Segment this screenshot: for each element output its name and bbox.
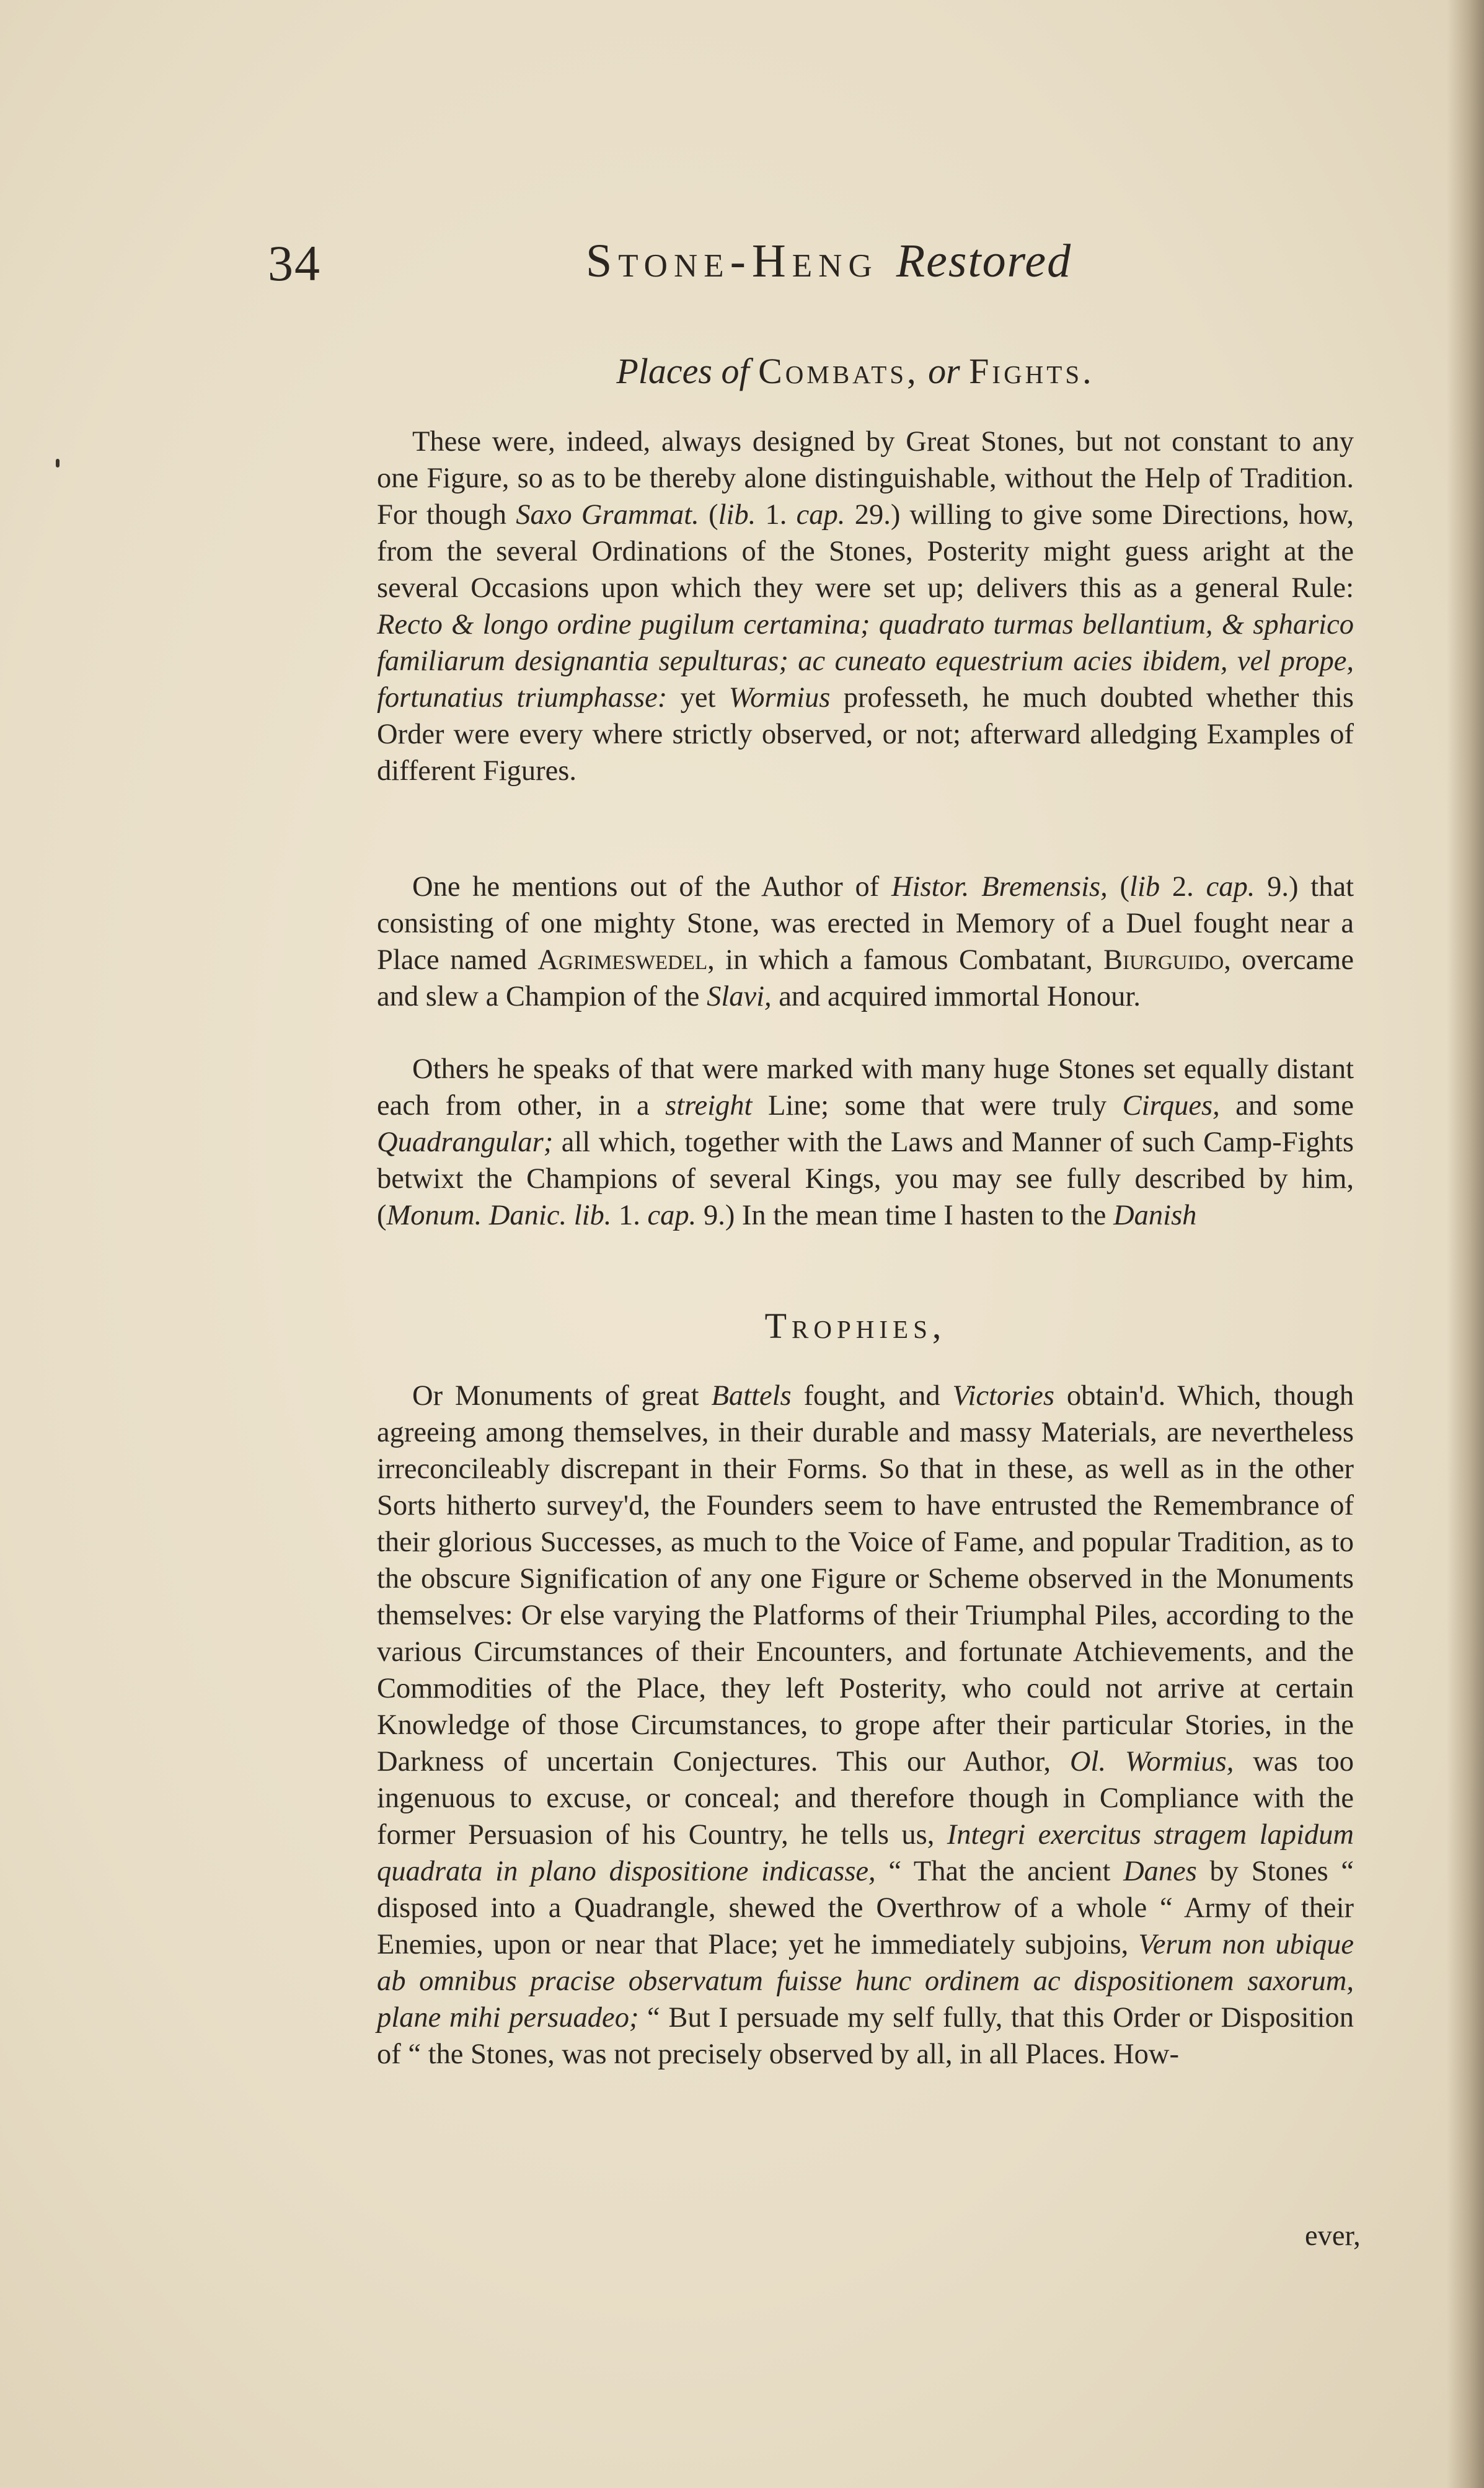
section-heading-trophies: Trophies, [764, 1306, 947, 1346]
paragraph-2: One he mentions out of the Author of Histor. Bremensis, (lib 2. cap. 9.) that consisting of one mighty Stone, was erected in Memory of a Duel fought near a Place named Agrimeswedel, in which a famous Combatant, Biurguido, overcame and slew a Champion of the Slavi, and acquired immortal Honour. [377, 871, 1354, 1012]
paragraph-1: These were, indeed, always designed by Great Stones, but not constant to any one Figure, so as to be thereby alone distinguishable, without the Help of Tradition. For though Saxo Grammat. (lib. 1. cap. 29.) willing to give some Directions, how, from the several Ordinations of the Stones, Posterity might guess aright at the several Occasions upon which they were set up; delivers this as a general Rule: Recto & longo ordine pugilum certamina; quadrato turmas bellantium, & spharico familiarum designantia sepulturas; ac cuneato equestrium acies ibidem, vel prope, fortunatius triumphasse: yet Wormius professeth, he much doubted whether this Order were every where strictly observed, or not; afterward alledging Examples of different Figures. [377, 426, 1354, 787]
page-edge-shadow [1447, 0, 1484, 2488]
running-head-title: Stone-Heng [586, 235, 878, 287]
catchword: ever, [1305, 2220, 1361, 2252]
ink-speck [56, 459, 60, 467]
paragraph-4: Or Monuments of great Battels fought, and Victories obtain'd. Which, though agreeing among themselves, in their durable and massy Materials, are nevertheless irreconcileably discrepant in their Forms. So that in these, as well as in the other Sorts hitherto survey'd, the Founders seem to have entrusted the Remembrance of their glorious Successes, as much to the Voice of Fame, and popular Tradition, as to the obscure Signification of any one Figure or Scheme observed in the Monuments themselves: Or else varying the Platforms of their Triumphal Piles, according to the various Circumstances of their Encounters, and fortunate Atchievements, and the Commodities of the Place, they left Posterity, who could not arrive at certain Knowledge of those Circumstances, to grope after their particular Stories, in the Darkness of uncertain Conjectures. This our Author, Ol. Wormius, was too ingenuous to excuse, or conceal; and therefore though in Compliance with the former Persuasion of his Country, he tells us, Integri exercitus stragem lapidum quadrata in plano dispositione indicasse, “ That the ancient Danes by Stones “ disposed into a Quadrangle, shewed the Overthrow of a whole “ Army of their Enemies, upon or near that Place; yet he immediately subjoins, Verum non ubique ab omnibus pracise observatum fuisse hunc ordinem ac dispositionem saxorum, plane mihi persuadeo; “ But I persuade my self fully, that this Order or Disposition of “ the Stones, was not precisely observed by all, in all Places. How- [377, 1380, 1354, 2070]
section-heading-combats: Places of Combats, or Fights. [616, 351, 1095, 391]
paragraph-3: Others he speaks of that were marked with many huge Stones set equally distant each from other, in a streight Line; some that were truly Cirques, and some Quadrangular; all which, together with the Laws and Manner of such Camp-Fights betwixt the Champions of several Kings, you may see fully described by him, (Monum. Danic. lib. 1. cap. 9.) In the mean time I hasten to the Danish [377, 1053, 1354, 1231]
page-number: 34 [268, 235, 321, 291]
running-head-subtitle: Restored [896, 235, 1072, 287]
running-head [586, 234, 1072, 288]
